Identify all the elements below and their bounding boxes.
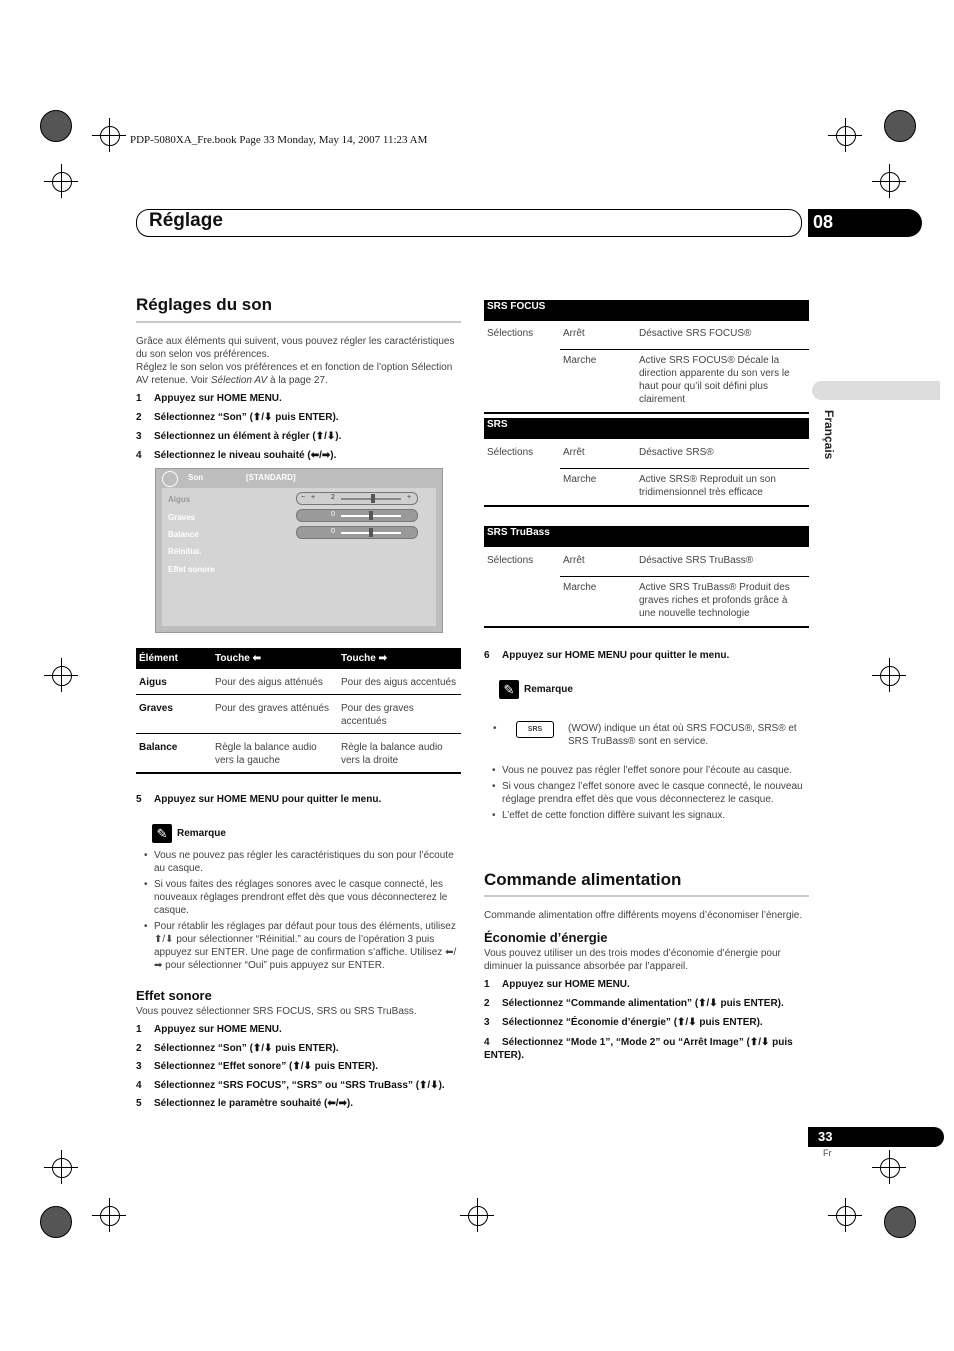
list-item: • Si vous faites des réglages sonores avec le casque connecté, les nouveaux réglages prendront effet dès que vous déconnecterez le casque. [142,878,462,917]
table-cell: Active SRS TruBass® Produit des graves riches et profonds grâce à une nouvelle technologie [636,577,809,628]
step: 3 Sélectionnez “Effet sonore” (⬆/⬇ puis ENTER). [136,1061,379,1072]
step: 2 Sélectionnez “Son” (⬆/⬇ puis ENTER). [136,412,339,423]
table-cell: Sélections [487,328,534,339]
menu-item-balance: Balance [168,530,199,539]
step: 4 Sélectionnez “SRS FOCUS”, “SRS” ou “SRS TruBass” (⬆/⬇). [136,1079,445,1091]
table-cell: Pour des graves accentués [338,695,461,734]
table-cell: Désactive SRS FOCUS® [636,321,809,350]
list-item: • L’effet de cette fonction diffère suivant les signaux. [490,809,810,822]
list-item: • Pour rétablir les réglages par défaut pour tous des éléments, utilisez ⬆/⬇ pour sélectionner “Réinitial.” au cours de l’opération 3 puis appuyez sur ENTER. Une page de confirmation s’affiche. Utilisez ⬅/➡ pour sélectionner “Oui” puis appuyez sur ENTER. [142,920,462,972]
srs-trubass-table [484,526,809,628]
header-bar [136,209,802,237]
table-cell: Marche [560,350,636,414]
eco-intro: Vous pouvez utiliser un des trois modes d’économie d’énergie pour diminuer la puissance absorbée par l’appareil. [484,948,781,972]
table-header: Touche ➡ [338,648,461,669]
table-cell: Aigus [136,669,212,695]
note-header [499,680,573,699]
table-cell: Sélections [487,555,534,566]
speaker-icon [162,471,178,487]
balance-value: 0 [331,528,335,535]
menu-item-reinitial: Réinitial. [168,547,202,556]
list-item: • Vous ne pouvez pas régler l’effet sonore pour l’écoute au casque. [490,764,810,777]
table-cell: Règle la balance audio vers la gauche [212,734,338,774]
step: 2 Sélectionnez “Son” (⬆/⬇ puis ENTER). [136,1042,339,1054]
graves-slider [296,509,418,522]
list-item: • Vous ne pouvez pas régler les caractéristiques du son pour l’écoute au casque. [142,849,462,875]
language-tab [812,381,940,400]
heading-rule [484,895,809,897]
subheading-economie: Économie d’énergie [484,930,608,945]
pencil-icon: ✎ [152,824,172,843]
section-heading-commande: Commande alimentation [484,870,682,889]
effet-sonore-section [136,988,461,1117]
table-row [136,669,461,695]
table-cell: Marche [560,469,636,507]
table-cell: Balance [136,734,212,774]
step: 3 Sélectionnez un élément à régler (⬆/⬇). [136,431,342,442]
minus-icon: − [301,494,306,501]
step: 4 Sélectionnez le niveau souhaité (⬅/➡). [136,450,337,461]
graves-value: 0 [331,511,335,518]
language-label: Français [822,410,836,460]
step: 1 Appuyez sur HOME MENU. [136,393,282,404]
table-header: Élément [136,648,212,669]
right-note-list [490,720,810,822]
table-row [484,350,809,414]
section-heading-son: Réglages du son [136,295,273,314]
step: 4 Sélectionnez “Mode 1”, “Mode 2” ou “Arrêt Image” (⬆/⬇ puis ENTER). [484,1037,793,1061]
note-label: Remarque [524,684,573,695]
menu-item-effet-sonore: Effet sonore [168,565,215,574]
menu-item-aigus: Aigus [168,495,191,504]
table-cell: Règle la balance audio vers la droite [338,734,461,774]
page-number-badge [808,1127,944,1147]
table-cell: Graves [136,695,212,734]
son-menu-screenshot [155,468,443,633]
srs-focus-table [484,300,809,414]
table-row [136,734,461,774]
step: 5 Appuyez sur HOME MENU pour quitter le menu. [136,794,382,805]
effet-intro: Vous pouvez sélectionner SRS FOCUS, SRS ou SRS TruBass. [136,1006,417,1017]
table-header-row [136,648,461,669]
table-header: Touche ⬅ [212,648,338,669]
heading-rule [136,321,461,323]
balance-slider [296,526,418,539]
srs-table [484,418,809,507]
intro-paragraph-2: Réglez le son selon vos préférences et en fonction de l’option Sélection AV retenue. Voir Sélection AV à la page 27. [136,362,453,386]
page-number: 33 [818,1129,833,1144]
subheading-effet-sonore: Effet sonore [136,988,212,1003]
table-row [484,439,809,469]
step: 1 Appuyez sur HOME MENU. [484,979,630,990]
step: 6 Appuyez sur HOME MENU pour quitter le menu. [484,650,730,661]
page-title: Réglage [149,210,223,231]
pencil-icon: ✎ [499,680,519,699]
aigus-slider [296,492,418,505]
table-cell: Pour des aigus accentués [338,669,461,695]
slider-knob [369,511,373,520]
slider-knob [371,494,375,503]
step: 5 Sélectionnez le paramètre souhaité (⬅/➡). [136,1098,354,1109]
table-cell: Désactive SRS TruBass® [636,547,809,577]
table-title: SRS FOCUS [484,300,809,321]
table-cell: Active SRS FOCUS® Décale la direction apparente du son vers le haut pour qu’il soit défini plus clairement [636,350,809,414]
table-cell: Sélections [487,447,534,458]
table-cell: Arrêt [560,321,636,350]
table-title: SRS [484,418,809,439]
table-row [136,695,461,734]
table-cell: Désactive SRS® [636,439,809,469]
slider-knob [369,528,373,537]
note-label: Remarque [177,828,226,839]
table-row [484,547,809,577]
note-list [142,849,462,972]
list-item: • SRS (WOW) indique un état où SRS FOCUS®, SRS® et SRS TruBass® sont en service. [490,720,810,760]
srs-wow-logo-icon: SRS [516,721,554,738]
menu-title: Son [188,473,204,482]
intro-paragraph: Grâce aux éléments qui suivent, vous pouvez régler les caractéristiques du son selon vos préférences. [136,336,455,360]
menu-body [162,488,436,626]
plus-icon: + [407,494,412,501]
table-cell: Marche [560,577,636,628]
table-cell: Active SRS® Reproduit un son tridimensionnel très efficace [636,469,809,507]
table-row [484,321,809,350]
table-cell: Pour des aigus atténués [212,669,338,695]
plus-icon: + [311,494,316,501]
commande-alimentation-section [484,870,809,1062]
aigus-value: 2 [331,494,335,501]
left-column [136,295,461,469]
table-title: SRS TruBass [484,526,809,547]
wow-note-text: (WOW) indique un état où SRS FOCUS®, SRS® et SRS TruBass® sont en service. [568,723,797,747]
steps-list [136,1024,461,1117]
step: 1 Appuyez sur HOME MENU. [136,1024,282,1035]
chapter-badge [808,209,922,237]
steps-list [136,393,461,469]
steps-list [484,979,809,1062]
page-language-code: Fr [823,1148,832,1158]
table-cell: Pour des graves atténués [212,695,338,734]
list-item: • Si vous changez l’effet sonore avec le casque connecté, le nouveau réglage prendra effet dès que vous déconnecterez le casque. [490,780,810,806]
menu-mode: [STANDARD] [246,473,296,482]
table-row [484,577,809,628]
table-row [484,469,809,507]
menu-item-graves: Graves [168,513,196,522]
table-cell: Arrêt [560,439,636,469]
chapter-number: 08 [813,212,834,232]
cmd-intro: Commande alimentation offre différents moyens d’économiser l’énergie. [484,910,803,921]
step: 2 Sélectionnez “Commande alimentation” (⬆/⬇ puis ENTER). [484,998,784,1009]
book-info-line: PDP-5080XA_Fre.book Page 33 Monday, May 14, 2007 11:23 AM [130,134,428,146]
note-header [152,824,226,843]
table-cell: Arrêt [560,547,636,577]
son-elements-table [136,648,461,774]
step: 3 Sélectionnez “Économie d’énergie” (⬆/⬇ puis ENTER). [484,1017,763,1028]
